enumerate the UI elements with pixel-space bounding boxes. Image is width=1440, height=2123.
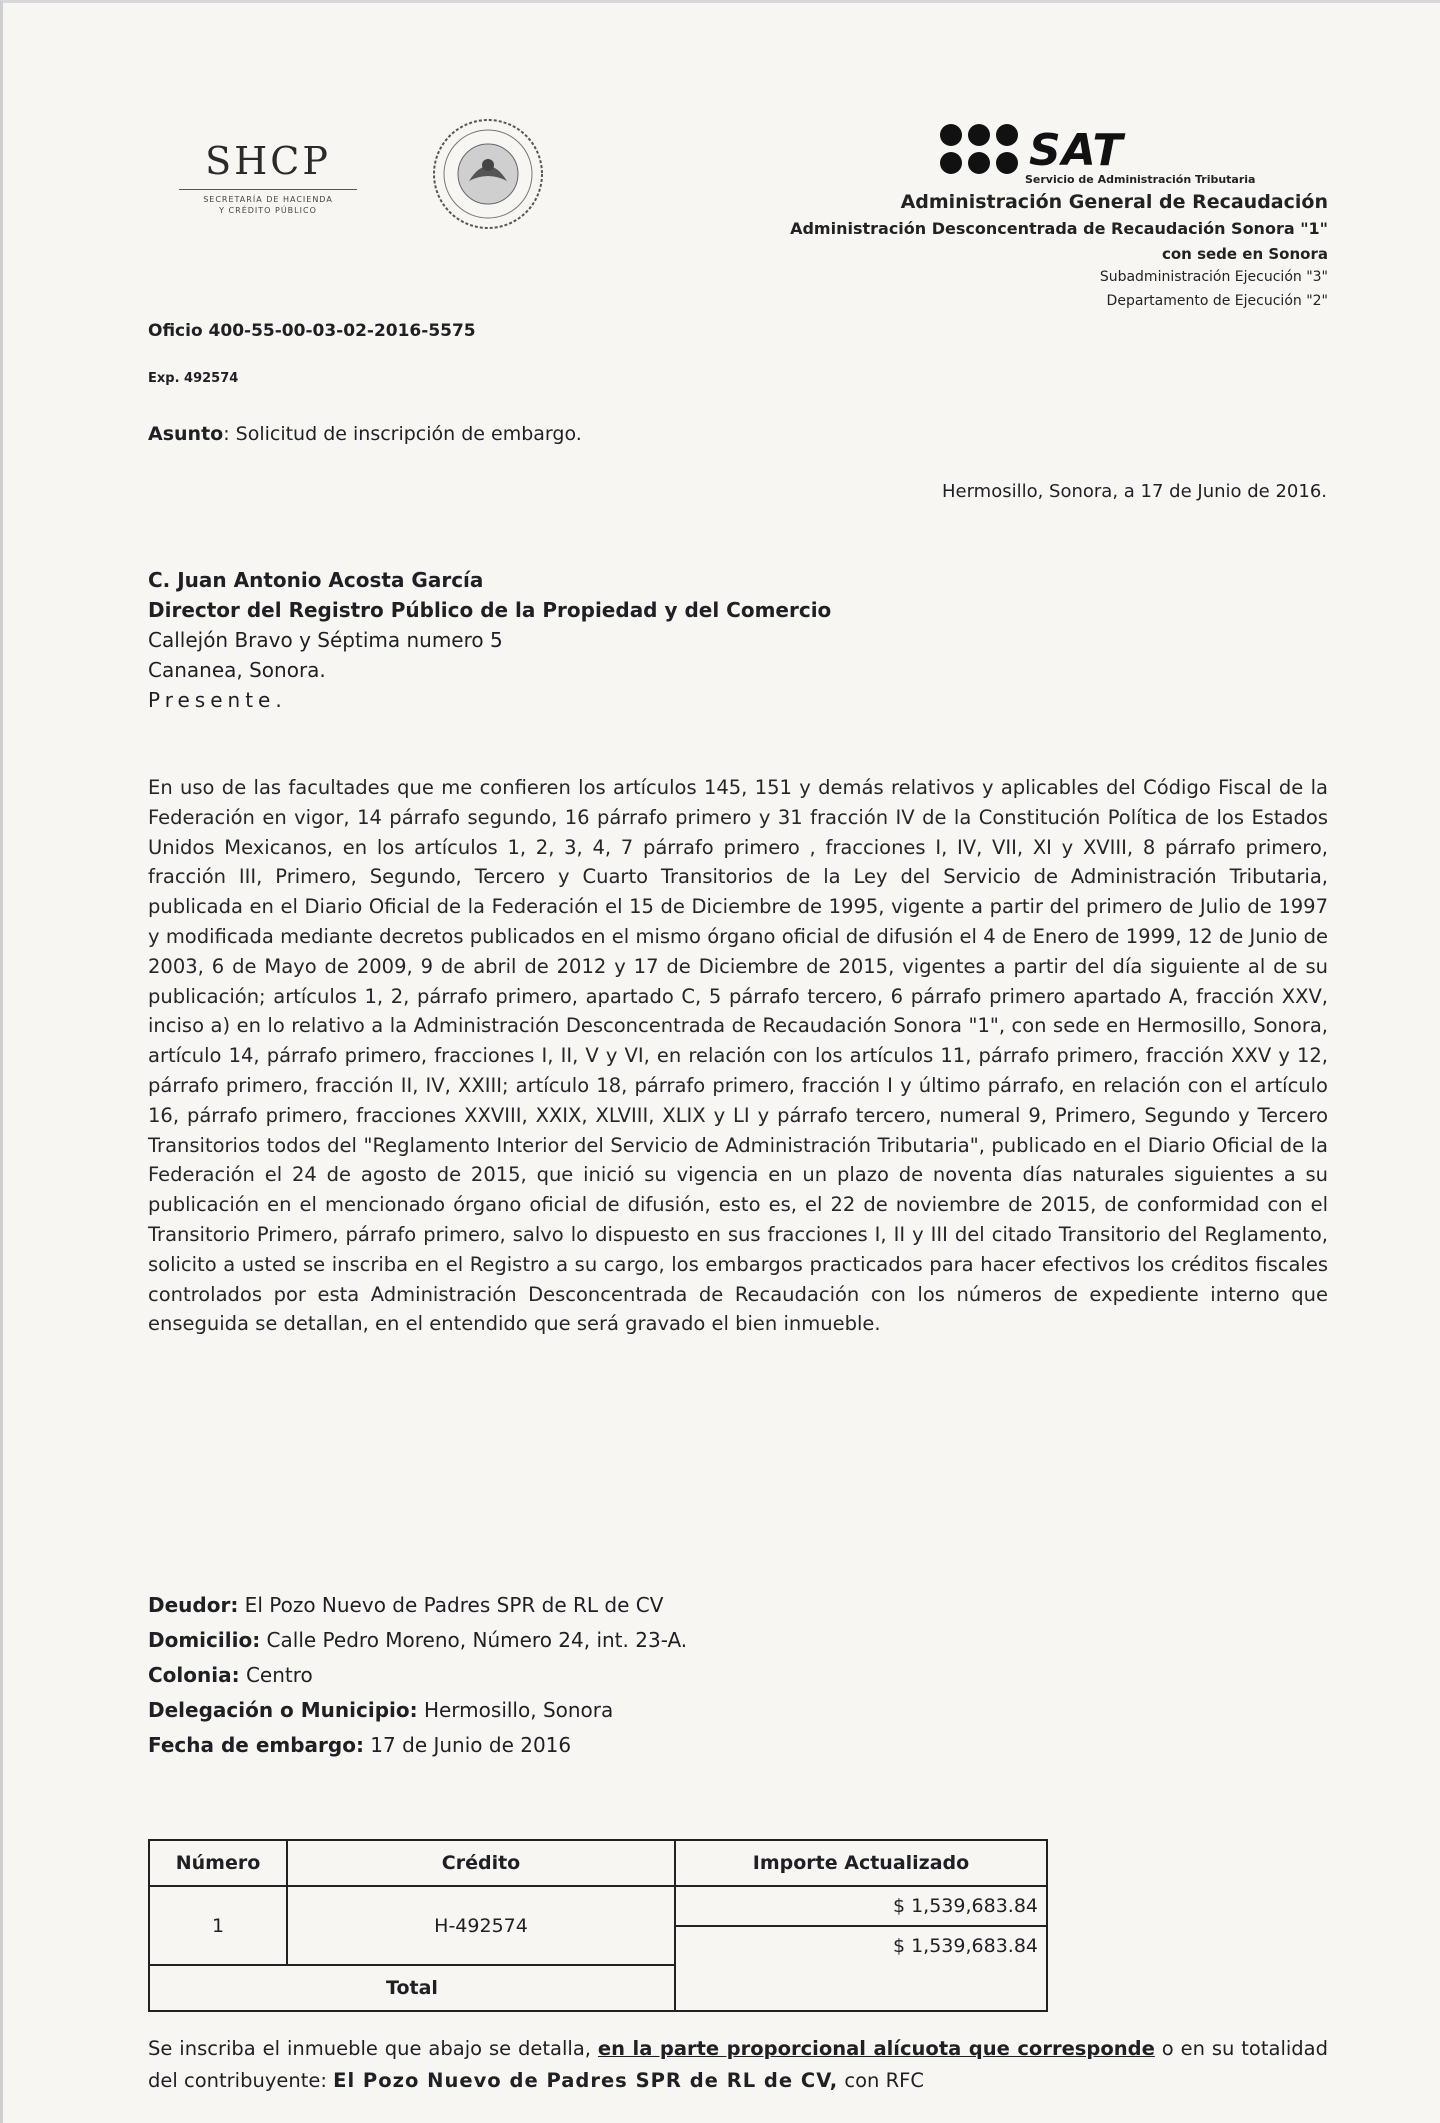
seizure-date-label: Fecha de embargo: <box>148 1733 364 1757</box>
header-line-2: Administración Desconcentrada de Recaudación Sonora "1" <box>790 219 1328 238</box>
closing-taxpayer: El Pozo Nuevo de Padres SPR de RL de CV, <box>333 2069 839 2092</box>
recipient-name: C. Juan Antonio Acosta García <box>148 568 484 592</box>
expediente-number: Exp. 492574 <box>148 371 239 386</box>
closing-paragraph <box>148 2033 1328 2097</box>
cell-credito: H-492574 <box>287 1886 675 1965</box>
header-line-5: Departamento de Ejecución "2" <box>1106 293 1328 309</box>
cell-importe: $ 1,539,683.84 <box>675 1886 1047 1926</box>
debtor-value: El Pozo Nuevo de Padres SPR de RL de CV <box>238 1593 664 1617</box>
closing-text-2: o en su totalidad del contribuyente: <box>148 2037 1328 2092</box>
sat-subtitle: Servicio de Administración Tributaria <box>1025 173 1256 186</box>
municipality-label: Delegación o Municipio: <box>148 1698 418 1722</box>
sat-logo-icon <box>937 123 1021 189</box>
municipality-row <box>148 1693 687 1728</box>
table-total-row <box>149 1965 1047 2011</box>
shcp-mark: SHCP <box>205 139 331 183</box>
body-paragraph: En uso de las facultades que me confieren los artículos 145, 151 y demás relativos y aplicables del Código Fiscal de la Federación en vigor, 14 párrafo segundo, 16 párrafo primero y 31 fracción IV de la Constitución Política de los Estados Unidos Mexicanos, en los artículos 1, 2, 3, 4, 7 párrafo primero , fracciones I, IV, VII, XI y XVIII, 8 párrafo primero, fracción III, Primero, Segundo, Tercero y Cuarto Transitorios de la Ley del Servicio de Administración Tributaria, publicada en el Diario Oficial de la Federación el 15 de Diciembre de 1995, vigente a partir del primero de Julio de 1997 y modificada mediante decretos publicados en el mismo órgano oficial de difusión el 4 de Enero de 1999, 12 de Junio de 2003, 6 de Mayo de 2009, 9 de abril de 2012 y 17 de Diciembre de 2015, vigentes a partir del día siguiente al de su publicación; artículos 1, 2, párrafo primero, apartado C, 5 párrafo tercero, 6 párrafo primero apartado A, fracción XXV, inciso a) en lo relativo a la Administración Desconcentrada de Recaudación Sonora "1", con sede en Hermosillo, Sonora, artículo 14, párrafo primero, fracciones I, II, V y VI, en relación con los artículos 11, párrafo primero, fracción XXV y 12, párrafo primero, fracción II, IV, XXIII; artículo 18, párrafo primero, fracción I y último párrafo, en relación con el artículo 16, párrafo primero, fracciones XXVIII, XXIX, XLVIII, XLIX y LI y párrafo tercero, numeral 9, Primero, Segundo y Tercero Transitorios todos del "Reglamento Interior del Servicio de Administración Tributaria", publicado en el Diario Oficial de la Federación el 24 de agosto de 2015, que inició su vigencia en un plazo de noventa días naturales siguientes a su publicación en el mencionado órgano oficial de difusión, esto es, el 22 de noviembre de 2015, de conformidad con el Transitorio Primero, párrafo primero, salvo lo dispuesto en sus fracciones I, II y III del citado Transitorio del Reglamento, solicito a usted se inscriba en el Registro a su cargo, los embargos practicados para hacer efectivos los créditos fiscales controlados por esta Administración Desconcentrada de Recaudación con los números de expediente interno que enseguida se detallan, en el entendido que será gravado el bien inmueble. <box>148 776 1328 1336</box>
document-date: Hermosillo, Sonora, a 17 de Junio de 2016. <box>941 481 1327 502</box>
colonia-row <box>148 1658 687 1693</box>
seizure-date-row <box>148 1728 687 1763</box>
recipient-address: Callejón Bravo y Séptima numero 5 <box>148 628 503 652</box>
debtor-label: Deudor: <box>148 1593 239 1617</box>
address-row <box>148 1623 687 1658</box>
cell-numero: 1 <box>149 1886 287 1965</box>
address-value: Calle Pedro Moreno, Número 24, int. 23-A. <box>260 1628 688 1652</box>
header-line-4: Subadministración Ejecución "3" <box>1099 269 1328 285</box>
address-label: Domicilio: <box>148 1628 261 1652</box>
header-line-3: con sede en Sonora <box>1161 245 1328 263</box>
presente: Presente. <box>148 688 287 712</box>
oficio-number: Oficio 400-55-00-03-02-2016-5575 <box>148 321 476 341</box>
municipality-value: Hermosillo, Sonora <box>417 1698 614 1722</box>
col-header-credito: Crédito <box>287 1840 675 1886</box>
closing-underlined: en la parte proporcional alícuota que corresponde <box>597 2037 1155 2060</box>
shcp-sub-1: SECRETARÍA DE HACIENDA <box>203 195 333 204</box>
closing-text-1: Se inscriba el inmueble que abajo se detalla, <box>148 2037 598 2060</box>
table-header-row <box>149 1840 1047 1886</box>
sat-wordmark: SAT <box>1029 125 1124 176</box>
subject-label: Asunto <box>148 423 224 445</box>
subject-line <box>148 423 582 445</box>
table-row <box>149 1886 1047 1926</box>
national-seal-icon <box>429 115 547 233</box>
debtor-row <box>148 1588 687 1623</box>
closing-text-3: con RFC <box>838 2069 924 2092</box>
total-spacer <box>675 1965 1047 2011</box>
colonia-label: Colonia: <box>148 1663 240 1687</box>
cell-total-amount: $ 1,539,683.84 <box>675 1926 1047 1965</box>
recipient-block <box>148 565 831 715</box>
shcp-logo <box>173 139 363 216</box>
shcp-sub-2: Y CRÉDITO PÚBLICO <box>219 206 317 215</box>
debtor-details <box>148 1588 687 1763</box>
header-line-1: Administración General de Recaudación <box>900 191 1328 213</box>
total-label: Total <box>149 1965 675 2011</box>
col-header-numero: Número <box>149 1840 287 1886</box>
recipient-city: Cananea, Sonora. <box>148 658 326 682</box>
colonia-value: Centro <box>239 1663 313 1687</box>
col-header-importe: Importe Actualizado <box>675 1840 1047 1886</box>
credits-table <box>148 1839 1048 2012</box>
subject-text: : Solicitud de inscripción de embargo. <box>223 423 582 445</box>
seizure-date-value: 17 de Junio de 2016 <box>363 1733 572 1757</box>
recipient-title: Director del Registro Público de la Propiedad y del Comercio <box>148 598 832 622</box>
